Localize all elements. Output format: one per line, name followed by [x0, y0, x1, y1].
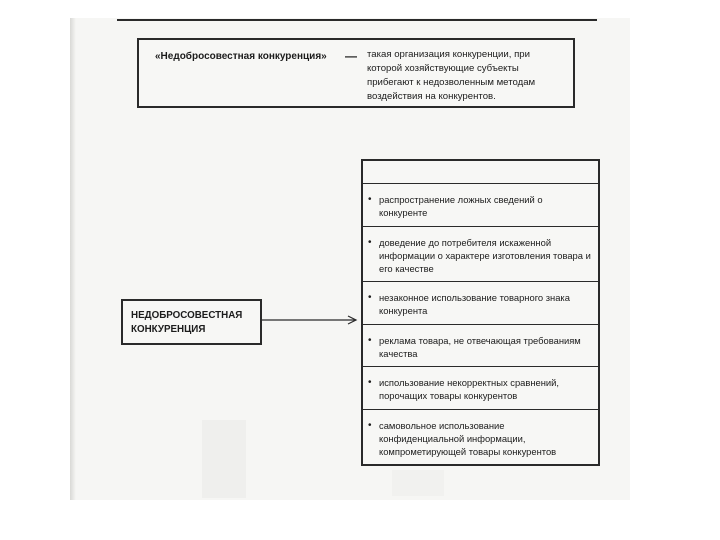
- method-text: самовольное использование конфиденциальной информации, компрометирующей товары конкурентов: [379, 420, 557, 458]
- method-text: доведение до потребителя искаженной информации о характере изготовления товара и его качестве: [379, 236, 591, 274]
- method-text: использование некорректных сравнений, порочащих товары конкурентов: [379, 377, 559, 402]
- top-rule: [117, 19, 597, 21]
- bullet-icon: •: [368, 377, 372, 389]
- category-label-line-2: КОНКУРЕНЦИЯ: [131, 324, 206, 335]
- connector-arrow: [262, 312, 358, 328]
- method-item: [363, 184, 598, 227]
- method-text: незаконное использование товарного знака конкурента: [379, 291, 570, 316]
- definition-text: такая организация конкуренции, при которой хозяйствующие субъекты прибегают к недозволенным методам воздействия на конкурентов.: [367, 49, 536, 102]
- methods-header-cell: [363, 161, 598, 184]
- method-item: [363, 282, 598, 325]
- category-label-line-1: НЕДОБРОСОВЕСТНАЯ: [131, 310, 243, 321]
- method-item: [363, 325, 598, 368]
- methods-box: [361, 159, 600, 466]
- definition-box: [137, 38, 575, 108]
- category-box: [121, 299, 262, 345]
- bullet-icon: •: [368, 291, 372, 303]
- definition-term: «Недобросовестная конкуренция»: [155, 51, 327, 62]
- scan-smudge: [202, 420, 246, 498]
- scan-shadow-edge: [70, 18, 76, 500]
- bullet-icon: •: [368, 334, 372, 346]
- definition-dash: —: [345, 49, 357, 63]
- method-text: реклама товара, не отвечающая требованиям качества: [379, 334, 581, 359]
- method-item: [363, 227, 598, 282]
- method-text: распространение ложных сведений о конкуренте: [379, 194, 543, 218]
- scan-smudge: [392, 470, 444, 496]
- bullet-icon: •: [368, 420, 372, 432]
- bullet-icon: •: [368, 236, 372, 248]
- method-item: [363, 410, 598, 464]
- bullet-icon: •: [368, 194, 372, 205]
- method-item: [363, 367, 598, 410]
